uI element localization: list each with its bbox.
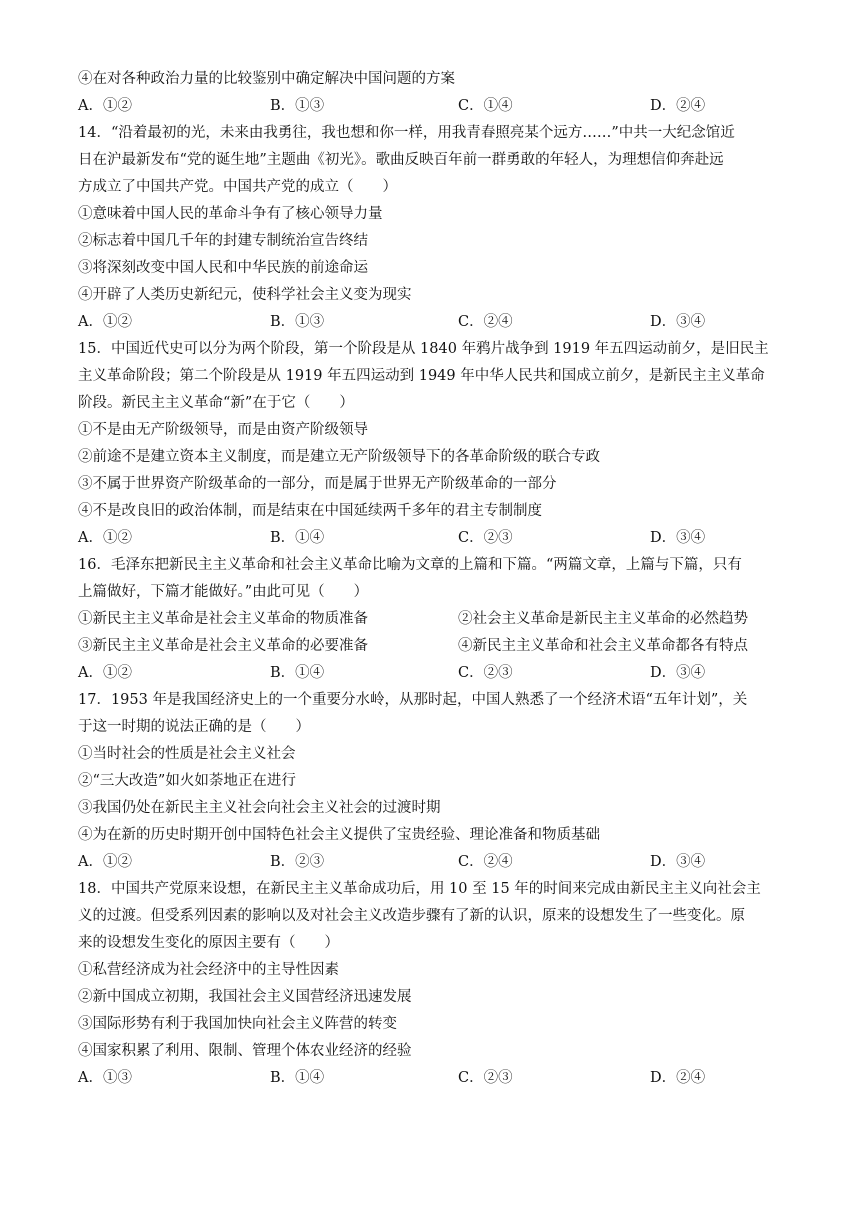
q16-option-d[interactable]: D．③④ — [650, 665, 706, 681]
q18-item-1: ①私营经济成为社会经济中的主导性因素 — [78, 962, 339, 978]
q18-item-2: ②新中国成立初期，我国社会主义国营经济迅速发展 — [78, 989, 412, 1005]
q16-item-1: ①新民主主义革命是社会主义革命的物质准备 — [78, 611, 368, 627]
q14-option-d[interactable]: D．③④ — [650, 314, 706, 330]
q16-stem-line: 16．毛泽东把新民主主义革命和社会主义革命比喻为文章的上篇和下篇。“两篇文章，上篇与下篇，只有 — [78, 557, 742, 573]
q16-option-c[interactable]: C．②③ — [458, 665, 513, 681]
question-15 — [78, 336, 783, 552]
q17-options — [78, 849, 783, 876]
q14-item-4: ④开辟了人类历史新纪元，使科学社会主义变为现实 — [78, 287, 412, 303]
q18-stem-line: 18．中国共产党原来设想，在新民主主义革命成功后，用 10 至 15 年的时间来完成由新民主主义向社会主 — [78, 881, 761, 897]
q18-option-a[interactable]: A．①③ — [78, 1070, 132, 1086]
q16-stem-line: 上篇做好，下篇才能做好。”由此可见（ ） — [78, 584, 369, 600]
q15-item-3: ③不属于世界资产阶级革命的一部分，而是属于世界无产阶级革命的一部分 — [78, 476, 557, 492]
q17-option-a[interactable]: A．①② — [78, 854, 132, 870]
question-13 — [78, 66, 783, 120]
q18-option-b[interactable]: B．①④ — [270, 1070, 325, 1086]
q15-stem-line: 阶段。新民主主义革命“新”在于它（ ） — [78, 395, 354, 411]
q15-options — [78, 525, 783, 552]
q16-items-row — [78, 633, 783, 660]
q13-item-4: ④在对各种政治力量的比较鉴别中确定解决中国问题的方案 — [78, 71, 455, 87]
q14-option-b[interactable]: B．①③ — [270, 314, 325, 330]
q16-item-2: ②社会主义革命是新民主主义革命的必然趋势 — [458, 611, 748, 627]
q17-stem-line: 于这一时期的说法正确的是（ ） — [78, 719, 310, 735]
question-16 — [78, 552, 783, 687]
q15-option-d[interactable]: D．③④ — [650, 530, 706, 546]
q15-option-a[interactable]: A．①② — [78, 530, 132, 546]
question-18 — [78, 876, 783, 1092]
q17-option-c[interactable]: C．②④ — [458, 854, 513, 870]
q15-item-4: ④不是改良旧的政治体制，而是结束在中国延续两千多年的君主专制制度 — [78, 503, 542, 519]
q13-options — [78, 93, 783, 120]
question-14 — [78, 120, 783, 336]
q15-stem-line: 主义革命阶段；第二个阶段是从 1919 年五四运动到 1949 年中华人民共和国成立前夕，是新民主主义革命 — [78, 368, 765, 384]
q17-option-b[interactable]: B．②③ — [270, 854, 325, 870]
q14-item-1: ①意味着中国人民的革命斗争有了核心领导力量 — [78, 206, 383, 222]
exam-page — [78, 66, 783, 1092]
q18-stem-line: 义的过渡。但受系列因素的影响以及对社会主义改造步骤有了新的认识，原来的设想发生了一些变化。原 — [78, 908, 745, 924]
q16-item-3: ③新民主主义革命是社会主义革命的必要准备 — [78, 638, 368, 654]
q17-item-4: ④为在新的历史时期开创中国特色社会主义提供了宝贵经验、理论准备和物质基础 — [78, 827, 600, 843]
q18-item-3: ③国际形势有利于我国加快向社会主义阵营的转变 — [78, 1016, 397, 1032]
q18-stem-line: 来的设想发生变化的原因主要有（ ） — [78, 935, 339, 951]
q18-item-4: ④国家积累了利用、限制、管理个体农业经济的经验 — [78, 1043, 412, 1059]
q13-option-c[interactable]: C．①④ — [458, 98, 513, 114]
q15-option-c[interactable]: C．②③ — [458, 530, 513, 546]
q16-option-a[interactable]: A．①② — [78, 665, 132, 681]
q16-items-row — [78, 606, 783, 633]
q18-options — [78, 1065, 783, 1092]
q15-stem-line: 15．中国近代史可以分为两个阶段，第一个阶段是从 1840 年鸦片战争到 1919 年五四运动前夕，是旧民主 — [78, 341, 769, 357]
q15-item-2: ②前途不是建立资本主义制度，而是建立无产阶级领导下的各革命阶级的联合专政 — [78, 449, 600, 465]
q16-option-b[interactable]: B．①④ — [270, 665, 325, 681]
q14-stem-line: 日在沪最新发布“党的诞生地”主题曲《初光》。歌曲反映百年前一群勇敢的年轻人，为理想信仰奔赴远 — [78, 152, 724, 168]
q18-option-d[interactable]: D．②④ — [650, 1070, 706, 1086]
q14-stem-line: 方成立了中国共产党。中国共产党的成立（ ） — [78, 179, 397, 195]
q14-item-3: ③将深刻改变中国人民和中华民族的前途命运 — [78, 260, 368, 276]
q14-option-a[interactable]: A．①② — [78, 314, 132, 330]
q17-option-d[interactable]: D．③④ — [650, 854, 706, 870]
q14-item-2: ②标志着中国几千年的封建专制统治宣告终结 — [78, 233, 368, 249]
q16-options — [78, 660, 783, 687]
q17-item-2: ②“三大改造”如火如荼地正在进行 — [78, 773, 296, 789]
q17-item-3: ③我国仍处在新民主主义社会向社会主义社会的过渡时期 — [78, 800, 441, 816]
q15-item-1: ①不是由无产阶级领导，而是由资产阶级领导 — [78, 422, 368, 438]
q14-stem-line: 14．“沿着最初的光，未来由我勇往，我也想和你一样，用我青春照亮某个远方……”中共一大纪念馆近 — [78, 125, 735, 141]
q14-option-c[interactable]: C．②④ — [458, 314, 513, 330]
q15-option-b[interactable]: B．①④ — [270, 530, 325, 546]
q16-item-4: ④新民主主义革命和社会主义革命都各有特点 — [458, 638, 748, 654]
question-17 — [78, 687, 783, 876]
q13-option-a[interactable]: A．①② — [78, 98, 132, 114]
q14-options — [78, 309, 783, 336]
q17-stem-line: 17．1953 年是我国经济史上的一个重要分水岭，从那时起，中国人熟悉了一个经济术语“五年计划”，关 — [78, 692, 748, 708]
q17-item-1: ①当时社会的性质是社会主义社会 — [78, 746, 296, 762]
q18-option-c[interactable]: C．②③ — [458, 1070, 513, 1086]
q13-option-d[interactable]: D．②④ — [650, 98, 706, 114]
q13-option-b[interactable]: B．①③ — [270, 98, 325, 114]
